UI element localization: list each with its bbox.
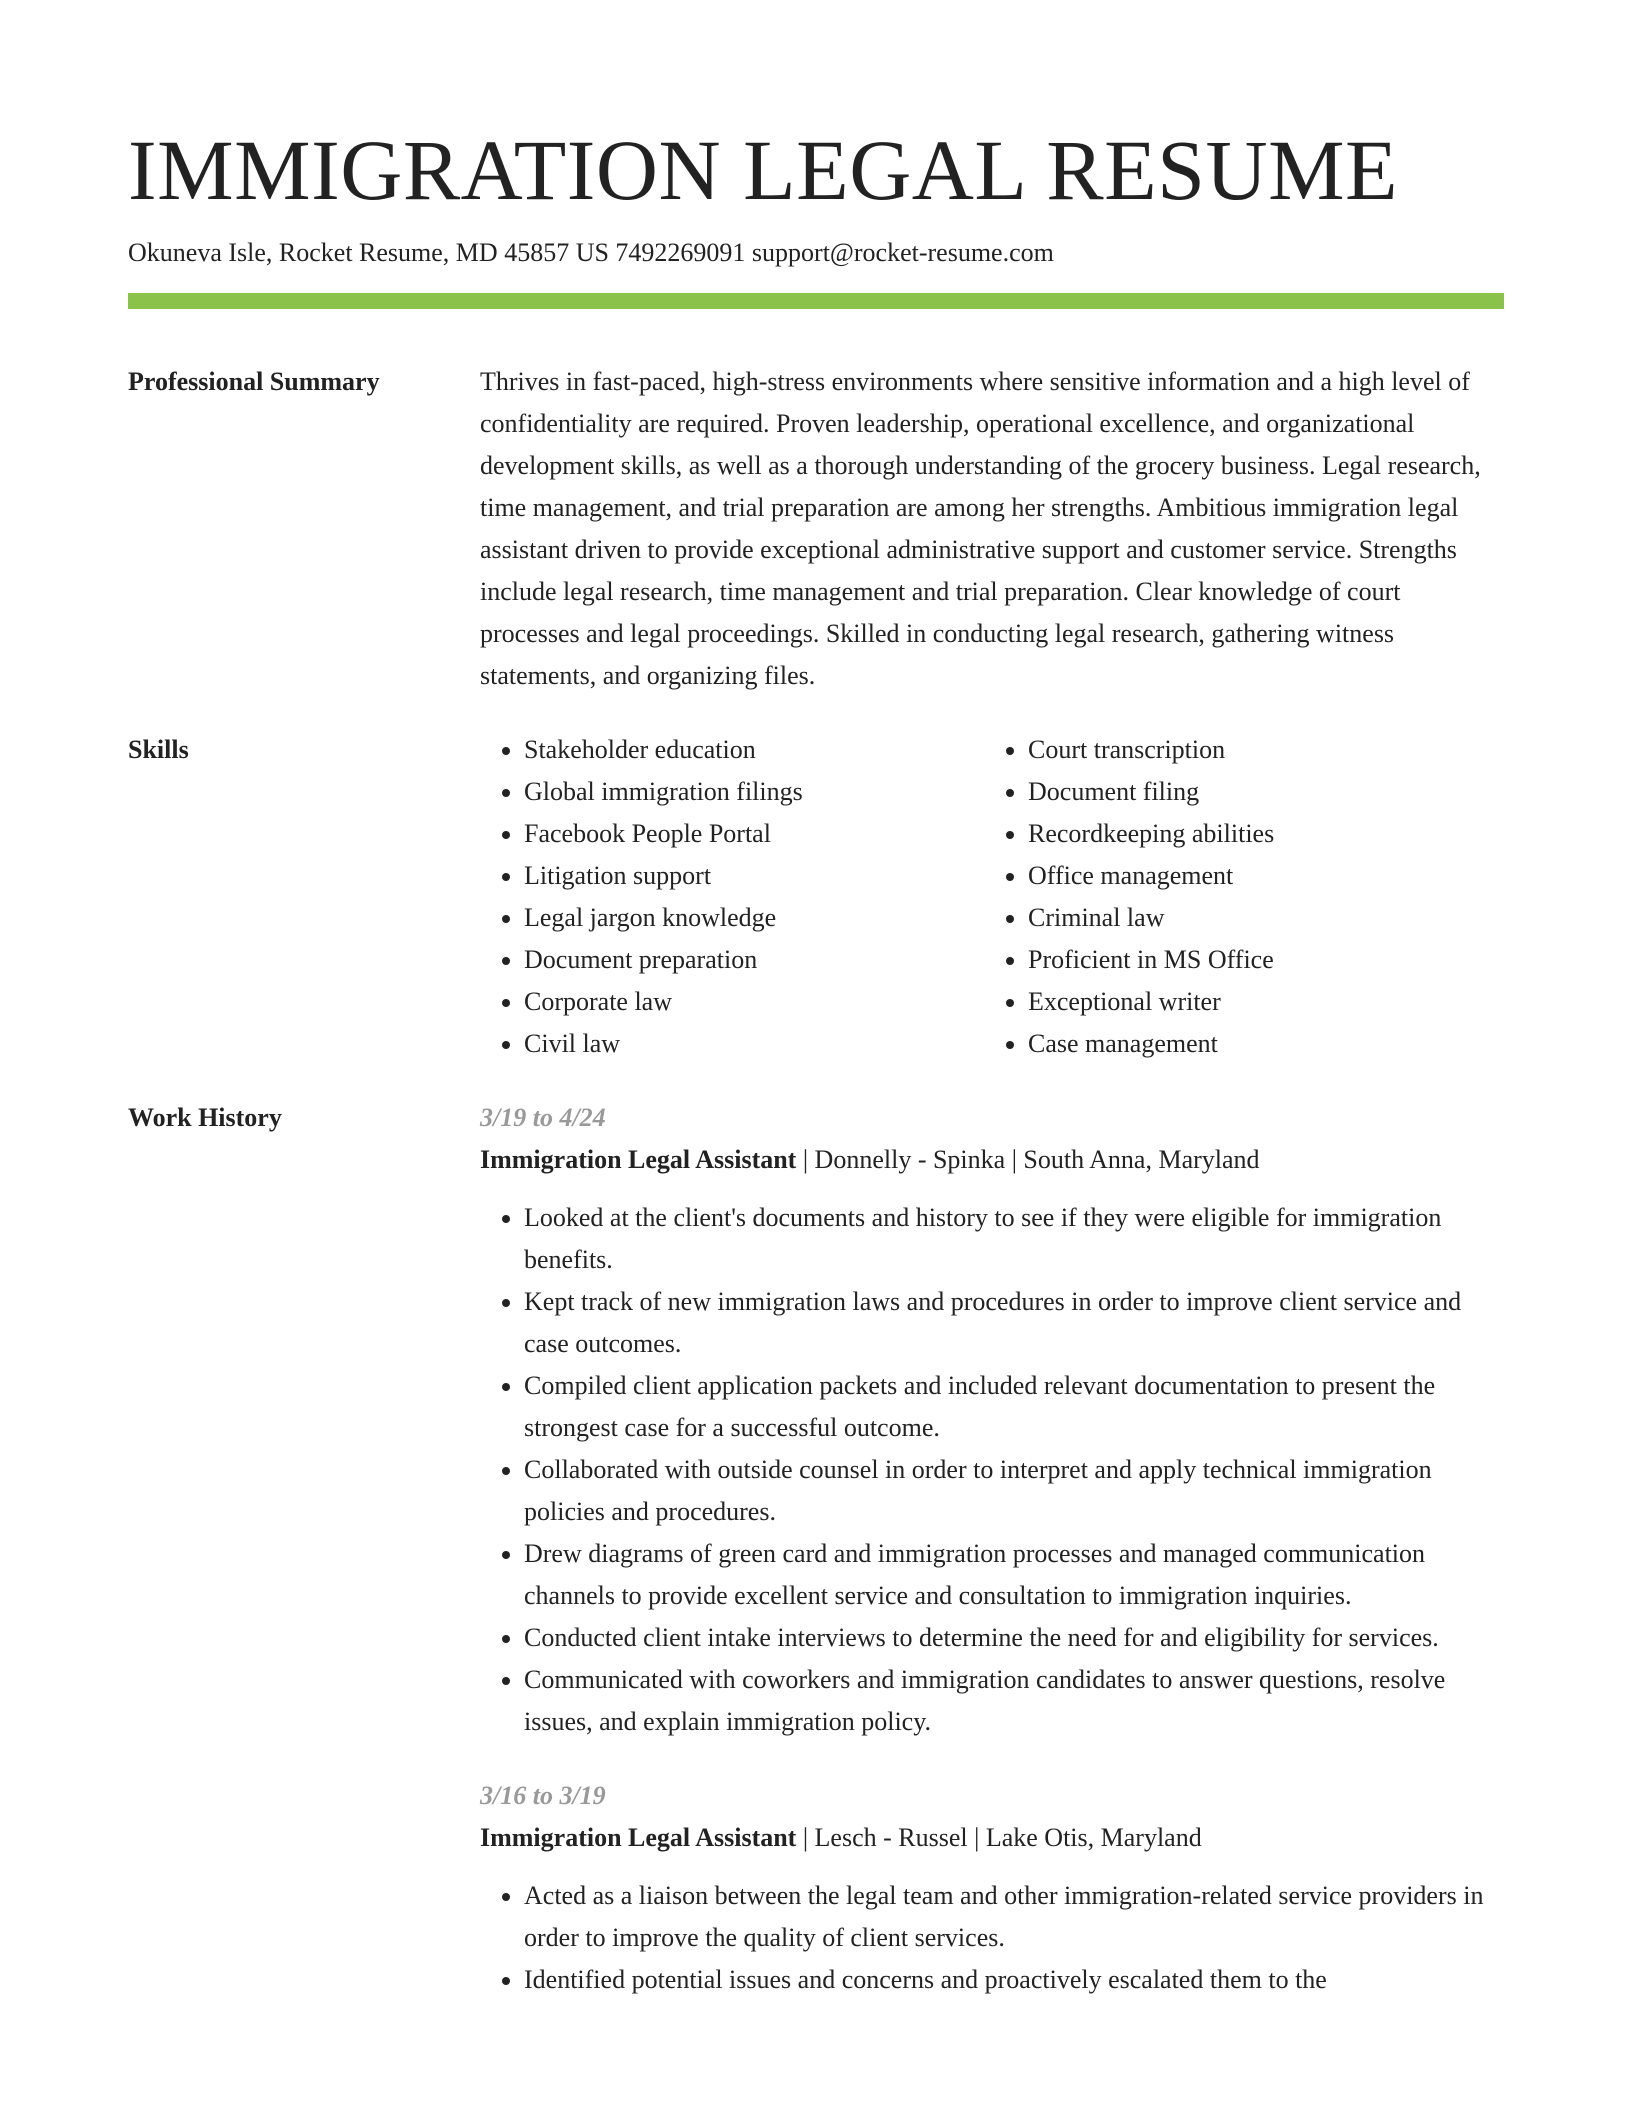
- job-bullet: • Collaborated with outside counsel in order to interpret and apply technical immigration policies and procedures.: [524, 1449, 1504, 1533]
- skill-item: • Stakeholder education: [524, 729, 984, 771]
- skills-list-left: [480, 729, 984, 1065]
- job-bullet: • Compiled client application packets and included relevant documentation to present the strongest case for a successful outcome.: [524, 1365, 1504, 1449]
- summary-section: [128, 361, 1504, 697]
- work-history-section: [128, 1097, 1504, 2019]
- skills-list-right: [984, 729, 1274, 1065]
- summary-text: Thrives in fast-paced, high-stress environments where sensitive information and a high level of confidentiality are required. Proven leadership, operational excellence, and organizational development skills, as well as a thorough understanding of the grocery business. Legal research, time management, and trial preparation are among her strengths. Ambitious immigration legal assistant driven to provide exceptional administrative support and customer service. Strengths include legal research, time management and trial preparation. Clear knowledge of court processes and legal proceedings. Skilled in conducting legal research, gathering witness statements, and organizing files.: [480, 367, 1481, 690]
- job-bullet: • Communicated with coworkers and immigration candidates to answer questions, resolve issues, and explain immigration policy.: [524, 1659, 1504, 1743]
- accent-divider: [128, 293, 1504, 309]
- job-dates: 3/19 to 4/24: [480, 1103, 606, 1132]
- job-bullets: [480, 1875, 1504, 2001]
- job-bullet: • Drew diagrams of green card and immigration processes and managed communication channels to provide excellent service and consultation to immigration inquiries.: [524, 1533, 1504, 1617]
- job-details: | Donnelly - Spinka | South Anna, Maryland: [796, 1145, 1260, 1174]
- job-title: Immigration Legal Assistant: [480, 1823, 797, 1852]
- resume-page: [128, 118, 1504, 2019]
- skill-item: • Legal jargon knowledge: [524, 897, 984, 939]
- skill-item: • Office management: [1028, 855, 1274, 897]
- job-bullets: [480, 1197, 1504, 1743]
- job-entry: [480, 1775, 1504, 2001]
- skill-item: • Court transcription: [1028, 729, 1274, 771]
- skill-item: • Document filing: [1028, 771, 1274, 813]
- skill-item: • Facebook People Portal: [524, 813, 984, 855]
- contact-line: Okuneva Isle, Rocket Resume, MD 45857 US 7492269091 support@rocket-resume.com: [128, 238, 1054, 267]
- job-dates: 3/16 to 3/19: [480, 1781, 606, 1810]
- skill-item: • Proficient in MS Office: [1028, 939, 1274, 981]
- job-details: | Lesch - Russel | Lake Otis, Maryland: [796, 1823, 1202, 1852]
- skill-item: • Global immigration filings: [524, 771, 984, 813]
- resume-title: IMMIGRATION LEGAL RESUME: [128, 122, 1399, 218]
- job-header: [480, 1817, 1504, 1859]
- job-bullet: • Kept track of new immigration laws and procedures in order to improve client service and case outcomes.: [524, 1281, 1504, 1365]
- job-bullet: • Identified potential issues and concerns and proactively escalated them to the: [524, 1959, 1504, 2001]
- skill-item: • Recordkeeping abilities: [1028, 813, 1274, 855]
- skill-item: • Corporate law: [524, 981, 984, 1023]
- job-entry: [480, 1097, 1504, 1743]
- job-bullet: • Looked at the client's documents and history to see if they were eligible for immigration benefits.: [524, 1197, 1504, 1281]
- skill-item: • Criminal law: [1028, 897, 1274, 939]
- skill-item: • Exceptional writer: [1028, 981, 1274, 1023]
- skill-item: • Litigation support: [524, 855, 984, 897]
- work-history-heading: Work History: [128, 1103, 282, 1132]
- job-title: Immigration Legal Assistant: [480, 1145, 797, 1174]
- skills-heading: Skills: [128, 735, 189, 764]
- job-bullet: • Conducted client intake interviews to determine the need for and eligibility for services.: [524, 1617, 1504, 1659]
- skill-item: • Case management: [1028, 1023, 1274, 1065]
- summary-heading: Professional Summary: [128, 367, 380, 396]
- skill-item: • Document preparation: [524, 939, 984, 981]
- skills-section: [128, 729, 1504, 1065]
- job-header: [480, 1139, 1504, 1181]
- job-bullet: • Acted as a liaison between the legal team and other immigration-related service providers in order to improve the quality of client services.: [524, 1875, 1504, 1959]
- skill-item: • Civil law: [524, 1023, 984, 1065]
